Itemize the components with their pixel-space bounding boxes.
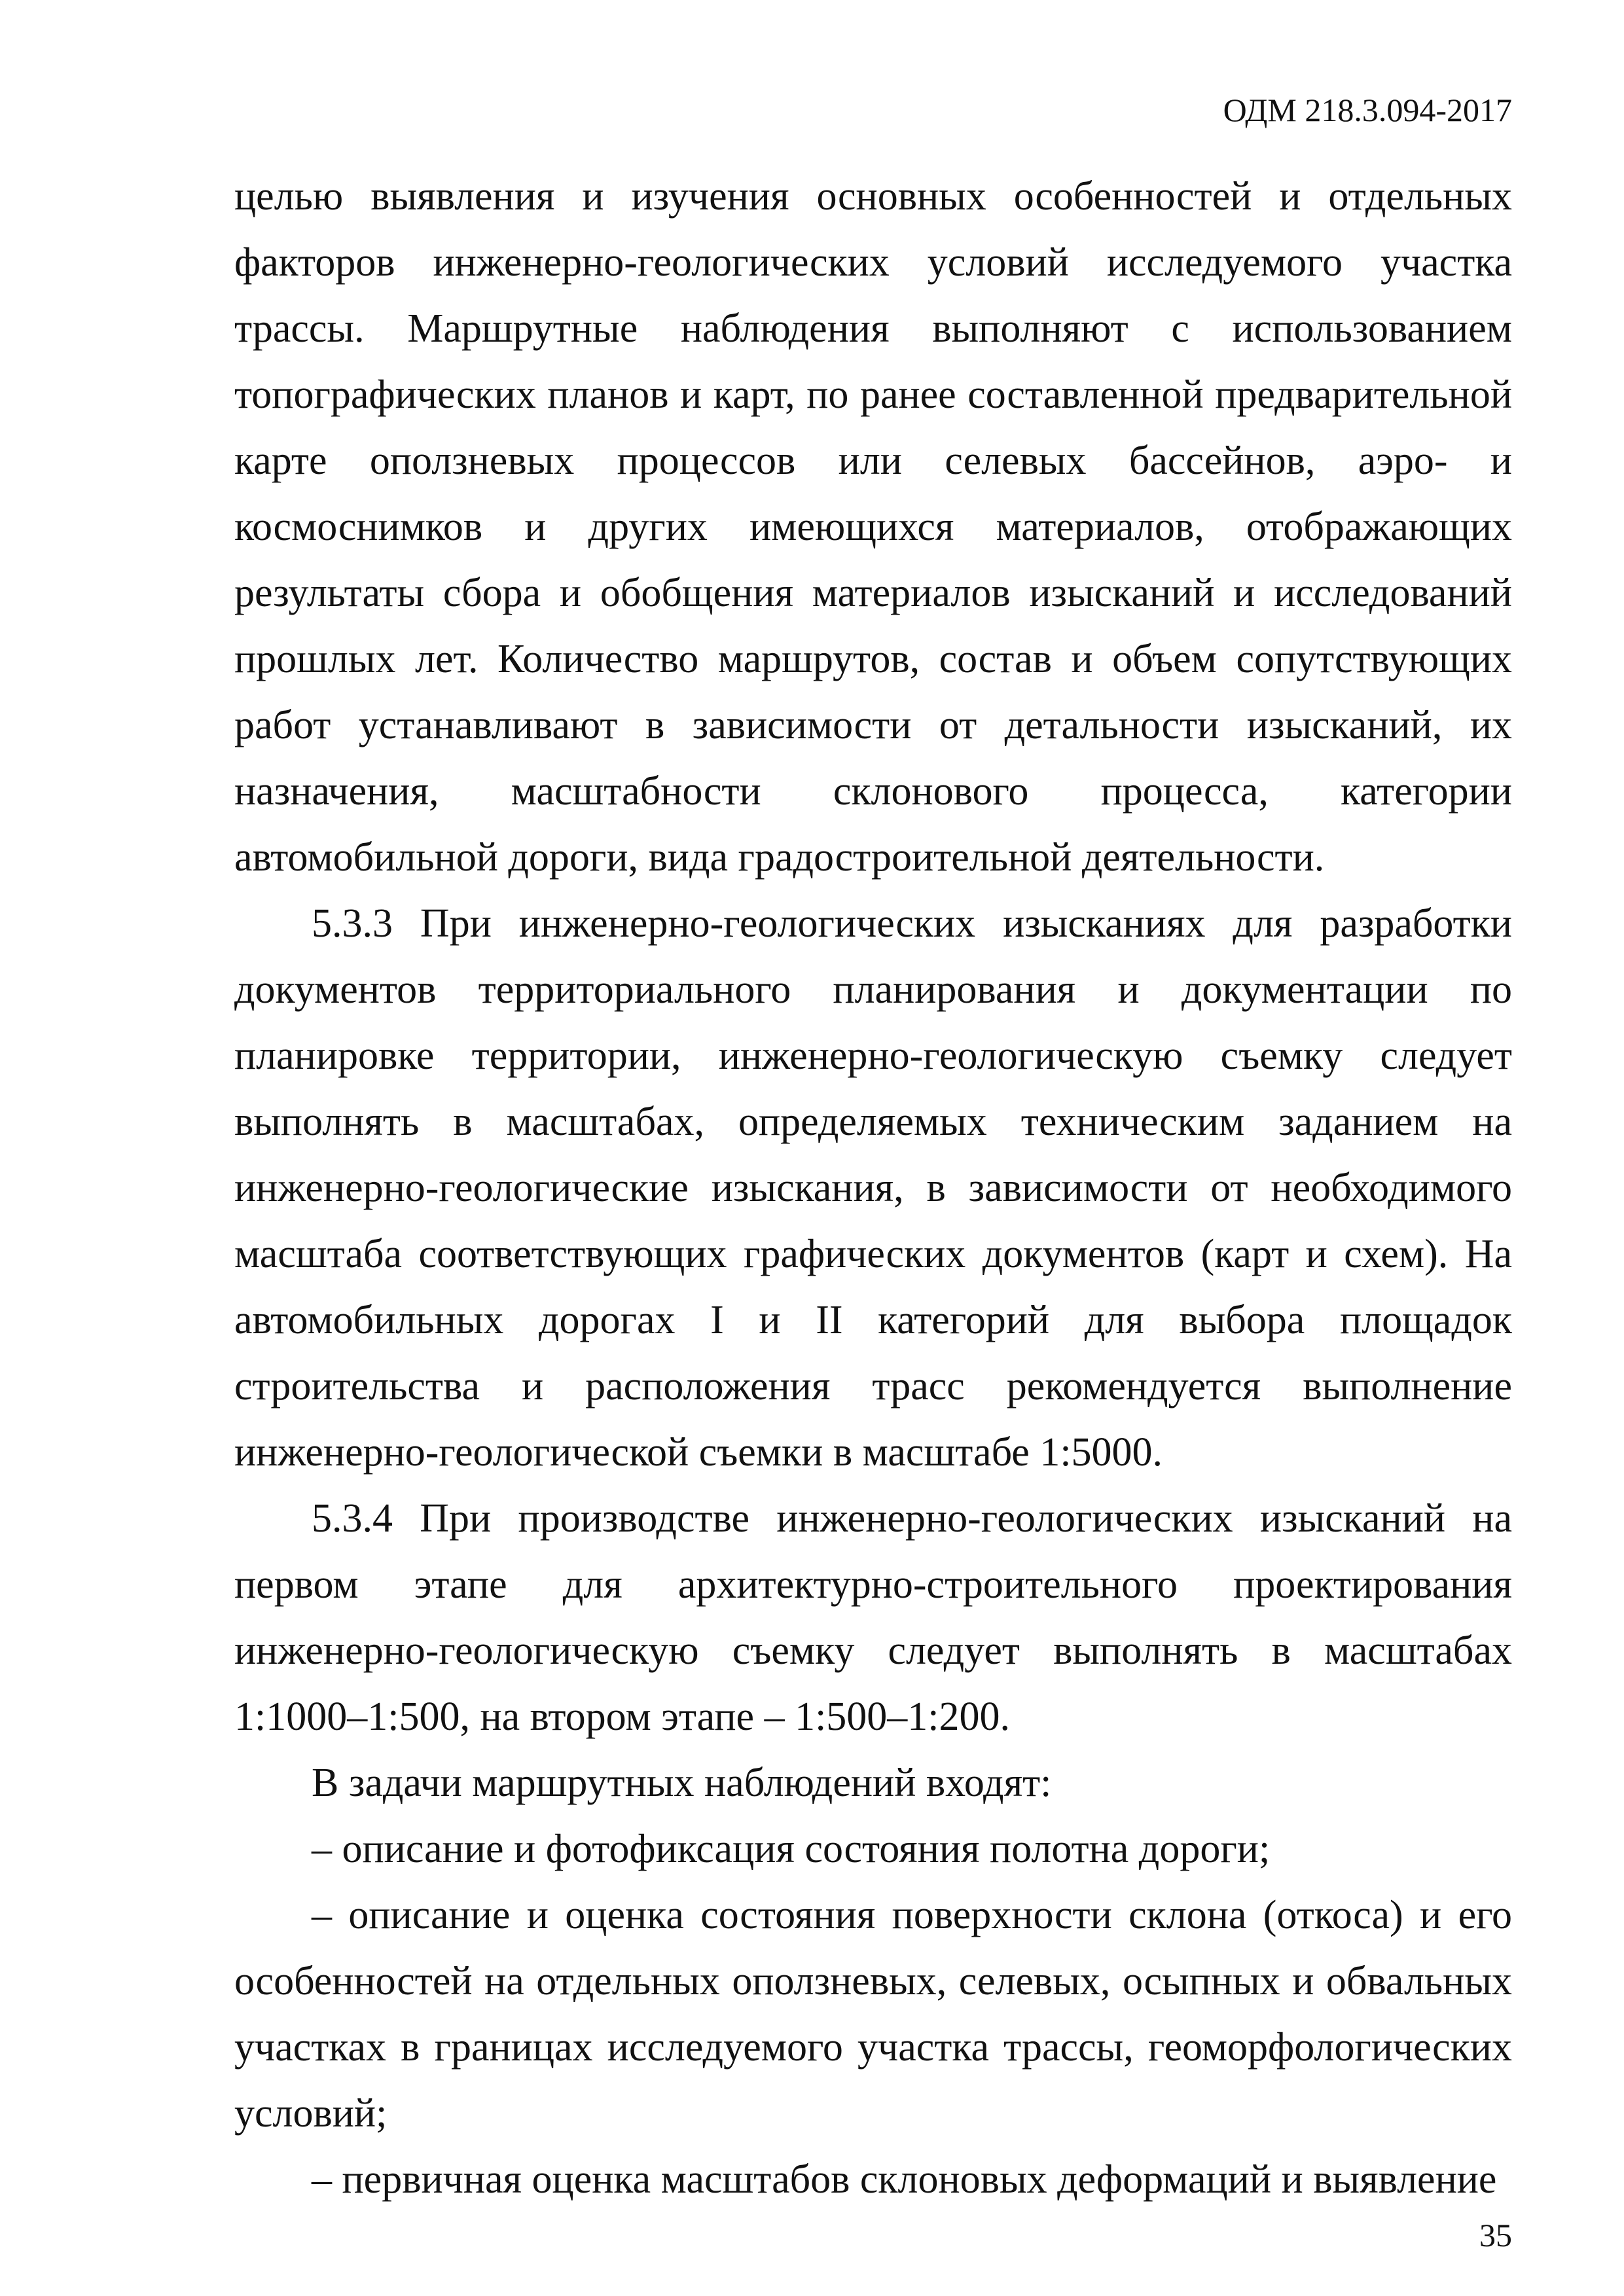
list-item-slope-assessment: – описание и оценка состояния поверхности склона (откоса) и его особенностей на отдельных оползневых, селевых, осыпных и обвальных участках в границах исследуемого участка трассы, геоморфологических условий; <box>234 1893 1512 2136</box>
paragraph-5-3-4: 5.3.4 При производстве инженерно-геологических изысканий на первом этапе для архитектурно-строительного проектирования инженерно-геологическую съемку следует выполнять в масштабах 1:1000–1:500, на втором этапе – 1:500–1:200. <box>234 1496 1512 1739</box>
paragraph-5-3-3: 5.3.3 При инженерно-геологических изысканиях для разработки документов территориального планирования и документации по планировке территории, инженерно-геологическую съемку следует выполнять в масштабах, определяемых техническим заданием на инженерно-геологические изыскания, в зависимости от необходимого масштаба соответствующих графических документов (карт и схем). На автомобильных дорогах I и II категорий для выбора площадок строительства и расположения трасс рекомендуется выполнение инженерно-геологической съемки в масштабе 1:5000. <box>234 901 1512 1475</box>
paragraph-continuation: целью выявления и изучения основных особенностей и отдельных факторов инженерно-геологических условий исследуемого участка трассы. Маршрутные наблюдения выполняют с использованием топографических планов и карт, по ранее составленной предварительной карте оползневых процессов или селевых бассейнов, аэро- и космоснимков и других имеющихся материалов, отображающих результаты сбора и обобщения материалов изысканий и исследований прошлых лет. Количество маршрутов, состав и объем сопутствующих работ устанавливают в зависимости от детальности изысканий, их назначения, масштабности склонового процесса, категории автомобильной дороги, вида градостроительной деятельности. <box>234 174 1512 880</box>
page-number: 35 <box>1479 2217 1512 2253</box>
paragraph-tasks-intro: В задачи маршрутных наблюдений входят: <box>312 1761 1052 1805</box>
document-body <box>234 164 1512 2213</box>
list-item-deformation-assessment: – первичная оценка масштабов склоновых деформаций и выявление <box>312 2157 1497 2202</box>
list-item-road-description: – описание и фотофиксация состояния полотна дороги; <box>312 1827 1271 1871</box>
document-code-header: ОДМ 218.3.094-2017 <box>1223 92 1512 128</box>
